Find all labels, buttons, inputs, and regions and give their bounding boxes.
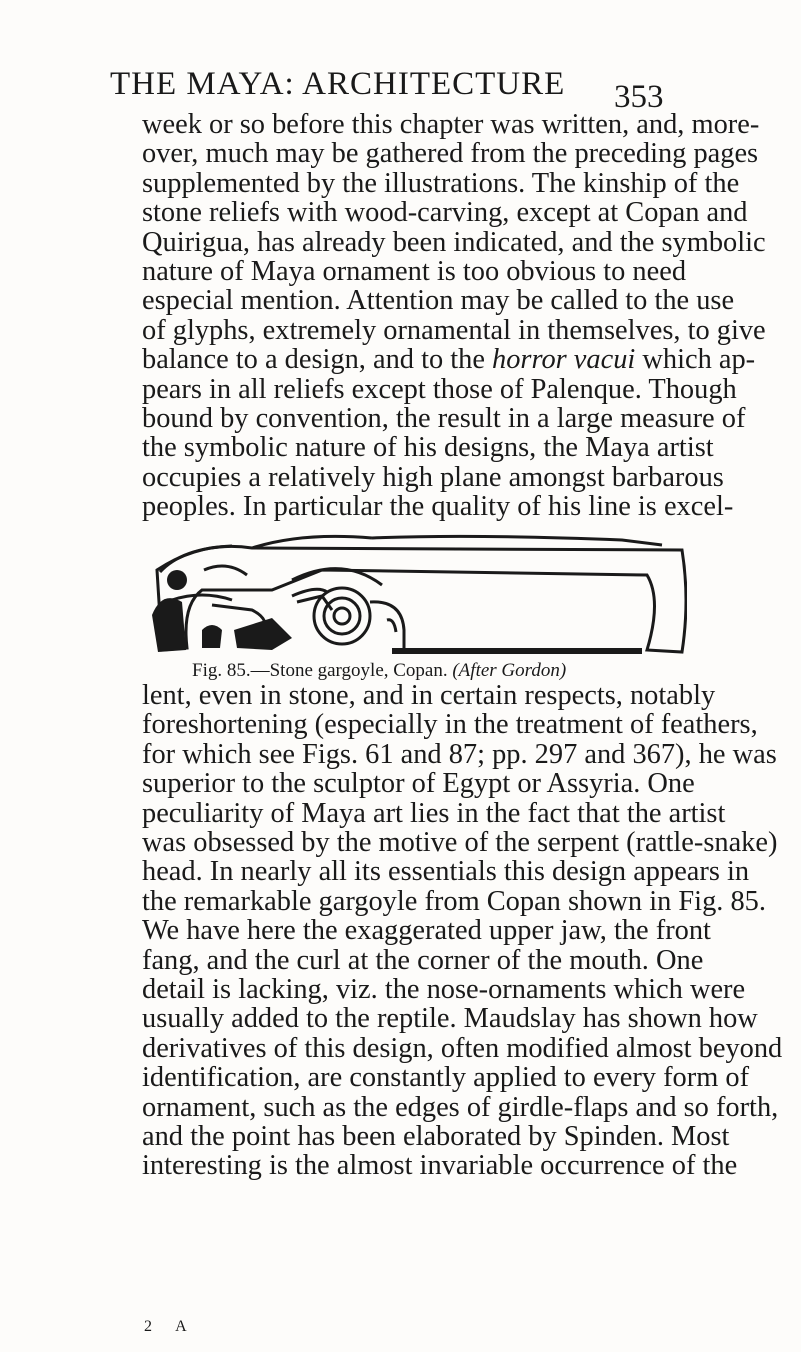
page-number: 353 bbox=[614, 79, 664, 115]
text-line: pears in all reliefs except those of Palenque. Though bbox=[142, 373, 737, 405]
text-line: occupies a relatively high plane amongst barbarous bbox=[142, 461, 724, 493]
text-line: head. In nearly all its essentials this design appears in bbox=[142, 856, 750, 888]
text-line: derivatives of this design, often modified almost beyond bbox=[142, 1032, 783, 1064]
text-line: usually added to the reptile. Maudslay has shown how bbox=[142, 1003, 758, 1035]
caption-credit: (After Gordon) bbox=[452, 660, 567, 681]
text-line: foreshortening (especially in the treatment of feathers, bbox=[142, 709, 758, 741]
text-line: bound by convention, the result in a large measure of bbox=[142, 403, 746, 434]
text-line: peoples. In particular the quality of his line is excel- bbox=[142, 491, 734, 523]
text-line: We have here the exaggerated upper jaw, the front bbox=[142, 915, 711, 947]
text-line: week or so before this chapter was written, and, more- bbox=[142, 109, 760, 140]
text-line: fang, and the curl at the corner of the mouth. One bbox=[142, 944, 704, 976]
figure-gargoyle bbox=[142, 530, 687, 660]
text-line: for which see Figs. 61 and 87; pp. 297 and 367), he was bbox=[142, 738, 777, 770]
text-line: superior to the sculptor of Egypt or Assyria. One bbox=[142, 768, 695, 800]
text-line: and the point has been elaborated by Spinden. Most bbox=[142, 1121, 730, 1152]
text-line: over, much may be gathered from the preceding pages bbox=[142, 138, 759, 170]
text-line: Quirigua, has already been indicated, and the symbolic bbox=[142, 226, 766, 258]
text-line: of glyphs, extremely ornamental in themselves, to give bbox=[142, 314, 766, 346]
text-line: identification, are constantly applied to every form of bbox=[142, 1062, 750, 1094]
caption-text: Fig. 85.—Stone gargoyle, Copan. bbox=[192, 660, 448, 681]
text-line: stone reliefs with wood-carving, except at Copan and bbox=[142, 197, 748, 229]
text-line: especial mention. Attention may be called to the use bbox=[142, 285, 735, 317]
text-line: was obsessed by the motive of the serpent (rattle-snake) bbox=[142, 827, 778, 858]
text-line: supplemented by the illustrations. The kinship of the bbox=[142, 167, 740, 199]
text-line: peculiarity of Maya art lies in the fact that the artist bbox=[142, 797, 726, 829]
text-line: the symbolic nature of his designs, the Maya artist bbox=[142, 432, 714, 464]
text-line: detail is lacking, viz. the nose-ornaments which were bbox=[142, 974, 746, 1005]
text-line: interesting is the almost invariable occurrence of the bbox=[142, 1150, 738, 1182]
text-line: balance to a design, and to the horror vacui which ap- bbox=[142, 344, 756, 376]
text-line: the remarkable gargoyle from Copan shown in Fig. 85. bbox=[142, 885, 766, 917]
text-line: nature of Maya ornament is too obvious to need bbox=[142, 256, 687, 287]
signature-mark: 2 A bbox=[144, 1318, 197, 1335]
figure-caption bbox=[192, 660, 566, 682]
text-line: lent, even in stone, and in certain respects, notably bbox=[142, 680, 716, 711]
running-head: THE MAYA: ARCHITECTURE bbox=[110, 66, 566, 102]
gargoyle-illustration bbox=[142, 530, 687, 660]
text-line: ornament, such as the edges of girdle-flaps and so forth, bbox=[142, 1091, 779, 1123]
